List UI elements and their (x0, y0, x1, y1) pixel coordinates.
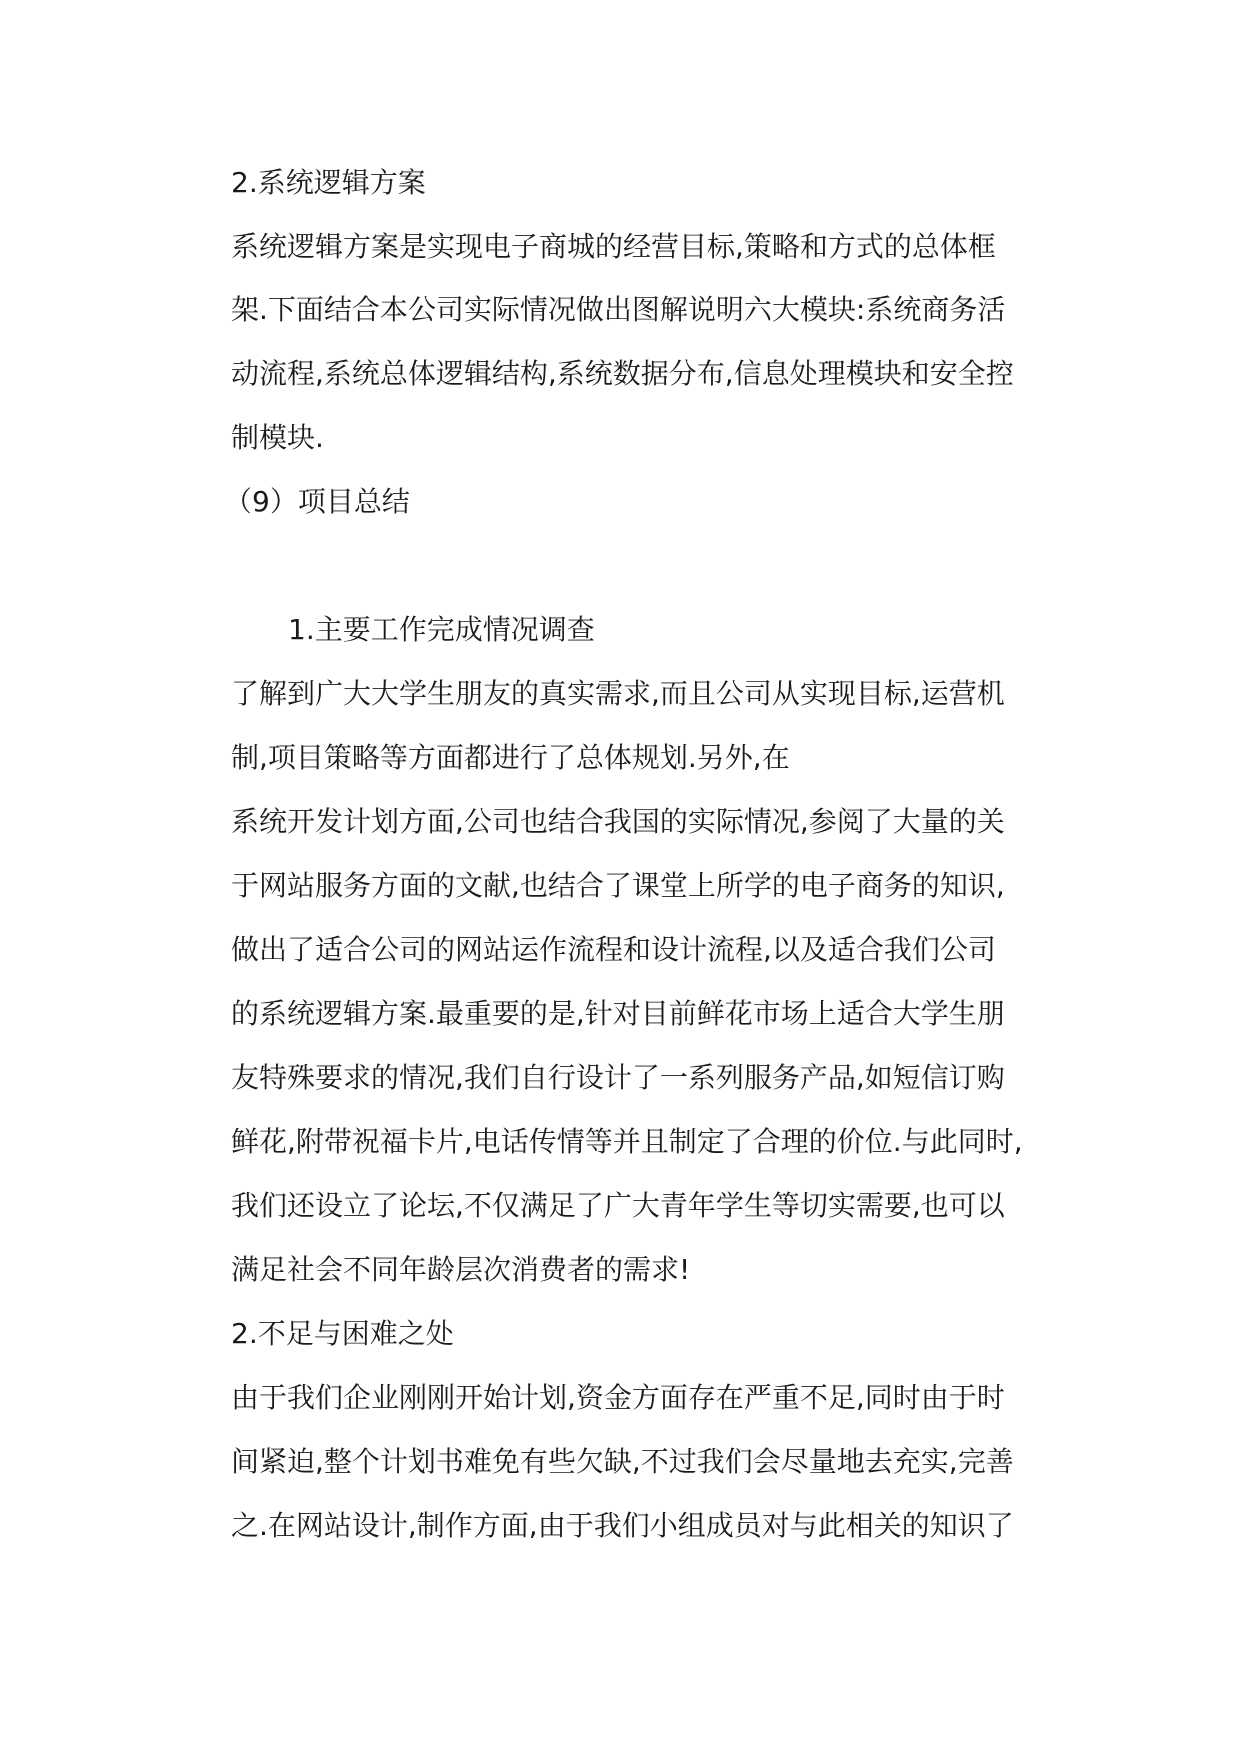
paragraph-line: 鲜花,附带祝福卡片,电话传情等并且制定了合理的价位.与此同时, (231, 1125, 1023, 1158)
paragraph-line: 由于我们企业刚刚开始计划,资金方面存在严重不足,同时由于时 (231, 1381, 1005, 1414)
paragraph-line: 了解到广大大学生朋友的真实需求,而且公司从实现目标,运营机 (231, 677, 1005, 710)
paragraph-line: 友特殊要求的情况,我们自行设计了一系列服务产品,如短信订购 (231, 1061, 1005, 1094)
subsection-heading-work-completion: 1.主要工作完成情况调查 (288, 613, 595, 646)
paragraph-line: 系统开发计划方面,公司也结合我国的实际情况,参阅了大量的关 (231, 805, 1005, 838)
paragraph-line: 满足社会不同年龄层次消费者的需求! (231, 1253, 691, 1286)
paragraph-line: 于网站服务方面的文献,也结合了课堂上所学的电子商务的知识, (231, 869, 1005, 902)
paragraph-line: 架.下面结合本公司实际情况做出图解说明六大模块:系统商务活 (231, 293, 1006, 326)
section-heading-project-summary: （9）项目总结 (224, 485, 410, 518)
subsection-heading-shortcomings: 2.不足与困难之处 (231, 1317, 454, 1350)
paragraph-line: 制,项目策略等方面都进行了总体规划.另外,在 (231, 741, 790, 774)
paragraph-line: 做出了适合公司的网站运作流程和设计流程,以及适合我们公司 (231, 933, 996, 966)
paragraph-line: 制模块. (231, 421, 324, 454)
paragraph-line: 的系统逻辑方案.最重要的是,针对目前鲜花市场上适合大学生朋 (231, 997, 1005, 1030)
paragraph-line: 动流程,系统总体逻辑结构,系统数据分布,信息处理模块和安全控 (231, 357, 1014, 390)
paragraph-line: 我们还设立了论坛,不仅满足了广大青年学生等切实需要,也可以 (231, 1189, 1005, 1222)
paragraph-line: 间紧迫,整个计划书难免有些欠缺,不过我们会尽量地去充实,完善 (231, 1445, 1014, 1478)
section-heading-system-logic: 2.系统逻辑方案 (231, 166, 426, 199)
paragraph-line: 系统逻辑方案是实现电子商城的经营目标,策略和方式的总体框 (231, 230, 996, 263)
paragraph-line: 之.在网站设计,制作方面,由于我们小组成员对与此相关的知识了 (231, 1509, 1014, 1542)
